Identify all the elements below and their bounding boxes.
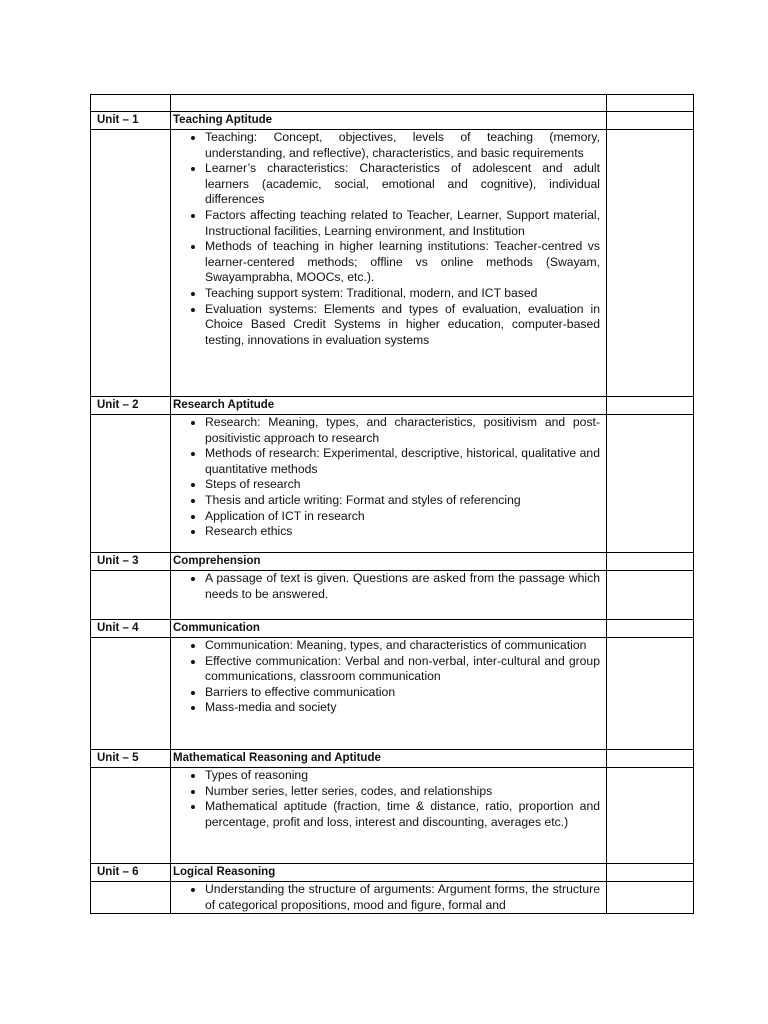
list-item: • A passage of text is given. Questions are asked from the passage which needs to be answered. (205, 571, 600, 602)
list-item: • Methods of teaching in higher learning institutions: Teacher-centred vs learner-centered methods; offline vs online methods (Swayam, Swayamprabha, MOOCs, etc.). (205, 239, 600, 286)
unit-body-row (91, 768, 694, 864)
blank-cell (607, 95, 694, 112)
blank-cell (607, 864, 694, 882)
unit-label: Unit – 2 (91, 397, 171, 415)
unit-label: Unit – 1 (91, 112, 171, 130)
list-item: • Research ethics (205, 524, 600, 540)
unit-label: Unit – 4 (91, 620, 171, 638)
unit-label: Unit – 6 (91, 864, 171, 882)
blank-cell (607, 130, 694, 397)
topic-list (171, 882, 606, 913)
list-item: • Barriers to effective communication (205, 685, 600, 701)
unit-label: Unit – 3 (91, 553, 171, 571)
topic-list (171, 638, 606, 716)
blank-cell (607, 571, 694, 620)
unit-body-row (91, 571, 694, 620)
blank-cell (91, 130, 171, 397)
list-item: • Understanding the structure of arguments: Argument forms, the structure of categorical propositions, mood and figure, formal and (205, 882, 600, 913)
list-item: • Effective communication: Verbal and non-verbal, inter-cultural and group communications, classroom communication (205, 654, 600, 685)
list-item: • Teaching: Concept, objectives, levels of teaching (memory, understanding, and reflective), characteristics, and basic requirements (205, 130, 600, 161)
unit-topics-cell (171, 638, 607, 750)
unit-body-row (91, 882, 694, 914)
list-item: • Evaluation systems: Elements and types of evaluation, evaluation in Choice Based Credit Systems in higher education, computer-based testing, innovations in evaluation systems (205, 302, 600, 349)
syllabus-table (90, 94, 694, 914)
blank-cell (91, 415, 171, 553)
unit-body-row (91, 415, 694, 553)
blank-cell (607, 553, 694, 571)
blank-cell (607, 768, 694, 864)
unit-label: Unit – 5 (91, 750, 171, 768)
blank-cell (91, 638, 171, 750)
blank-cell (171, 95, 607, 112)
list-item: • Factors affecting teaching related to Teacher, Learner, Support material, Instructional facilities, Learning environment, and Institution (205, 208, 600, 239)
blank-cell (607, 750, 694, 768)
list-item: • Research: Meaning, types, and characteristics, positivism and post-positivistic approach to research (205, 415, 600, 446)
blank-cell (607, 112, 694, 130)
blank-cell (91, 571, 171, 620)
list-item: • Types of reasoning (205, 768, 600, 784)
list-item: • Methods of research: Experimental, descriptive, historical, qualitative and quantitative methods (205, 446, 600, 477)
unit-topics-cell (171, 768, 607, 864)
list-item: • Thesis and article writing: Format and styles of referencing (205, 493, 600, 509)
unit-topics-cell (171, 130, 607, 397)
list-item: • Mathematical aptitude (fraction, time & distance, ratio, proportion and percentage, profit and loss, interest and discounting, averages etc.) (205, 799, 600, 830)
blank-cell (607, 397, 694, 415)
unit-topics-cell (171, 571, 607, 620)
unit-header-row (91, 864, 694, 882)
table-header-row (91, 95, 694, 112)
list-item: • Application of ICT in research (205, 509, 600, 525)
unit-title: Communication (171, 620, 607, 638)
blank-cell (91, 95, 171, 112)
blank-cell (607, 638, 694, 750)
list-item: • Mass-media and society (205, 700, 600, 716)
topic-list (171, 130, 606, 348)
blank-cell (91, 768, 171, 864)
blank-cell (91, 882, 171, 914)
list-item: • Communication: Meaning, types, and characteristics of communication (205, 638, 600, 654)
unit-title: Logical Reasoning (171, 864, 607, 882)
list-item: • Number series, letter series, codes, and relationships (205, 784, 600, 800)
topic-list (171, 415, 606, 540)
unit-header-row (91, 553, 694, 571)
blank-cell (607, 620, 694, 638)
topic-list (171, 768, 606, 830)
blank-cell (607, 882, 694, 914)
blank-cell (607, 415, 694, 553)
unit-title: Research Aptitude (171, 397, 607, 415)
list-item: • Learner’s characteristics: Characteristics of adolescent and adult learners (academic, social, emotional and cognitive), individual differences (205, 161, 600, 208)
unit-title: Comprehension (171, 553, 607, 571)
unit-header-row (91, 112, 694, 130)
unit-topics-cell (171, 882, 607, 914)
unit-header-row (91, 397, 694, 415)
unit-topics-cell (171, 415, 607, 553)
unit-title: Teaching Aptitude (171, 112, 607, 130)
unit-title: Mathematical Reasoning and Aptitude (171, 750, 607, 768)
unit-body-row (91, 130, 694, 397)
unit-body-row (91, 638, 694, 750)
unit-header-row (91, 620, 694, 638)
list-item: • Steps of research (205, 477, 600, 493)
list-item: • Teaching support system: Traditional, modern, and ICT based (205, 286, 600, 302)
topic-list (171, 571, 606, 602)
unit-header-row (91, 750, 694, 768)
